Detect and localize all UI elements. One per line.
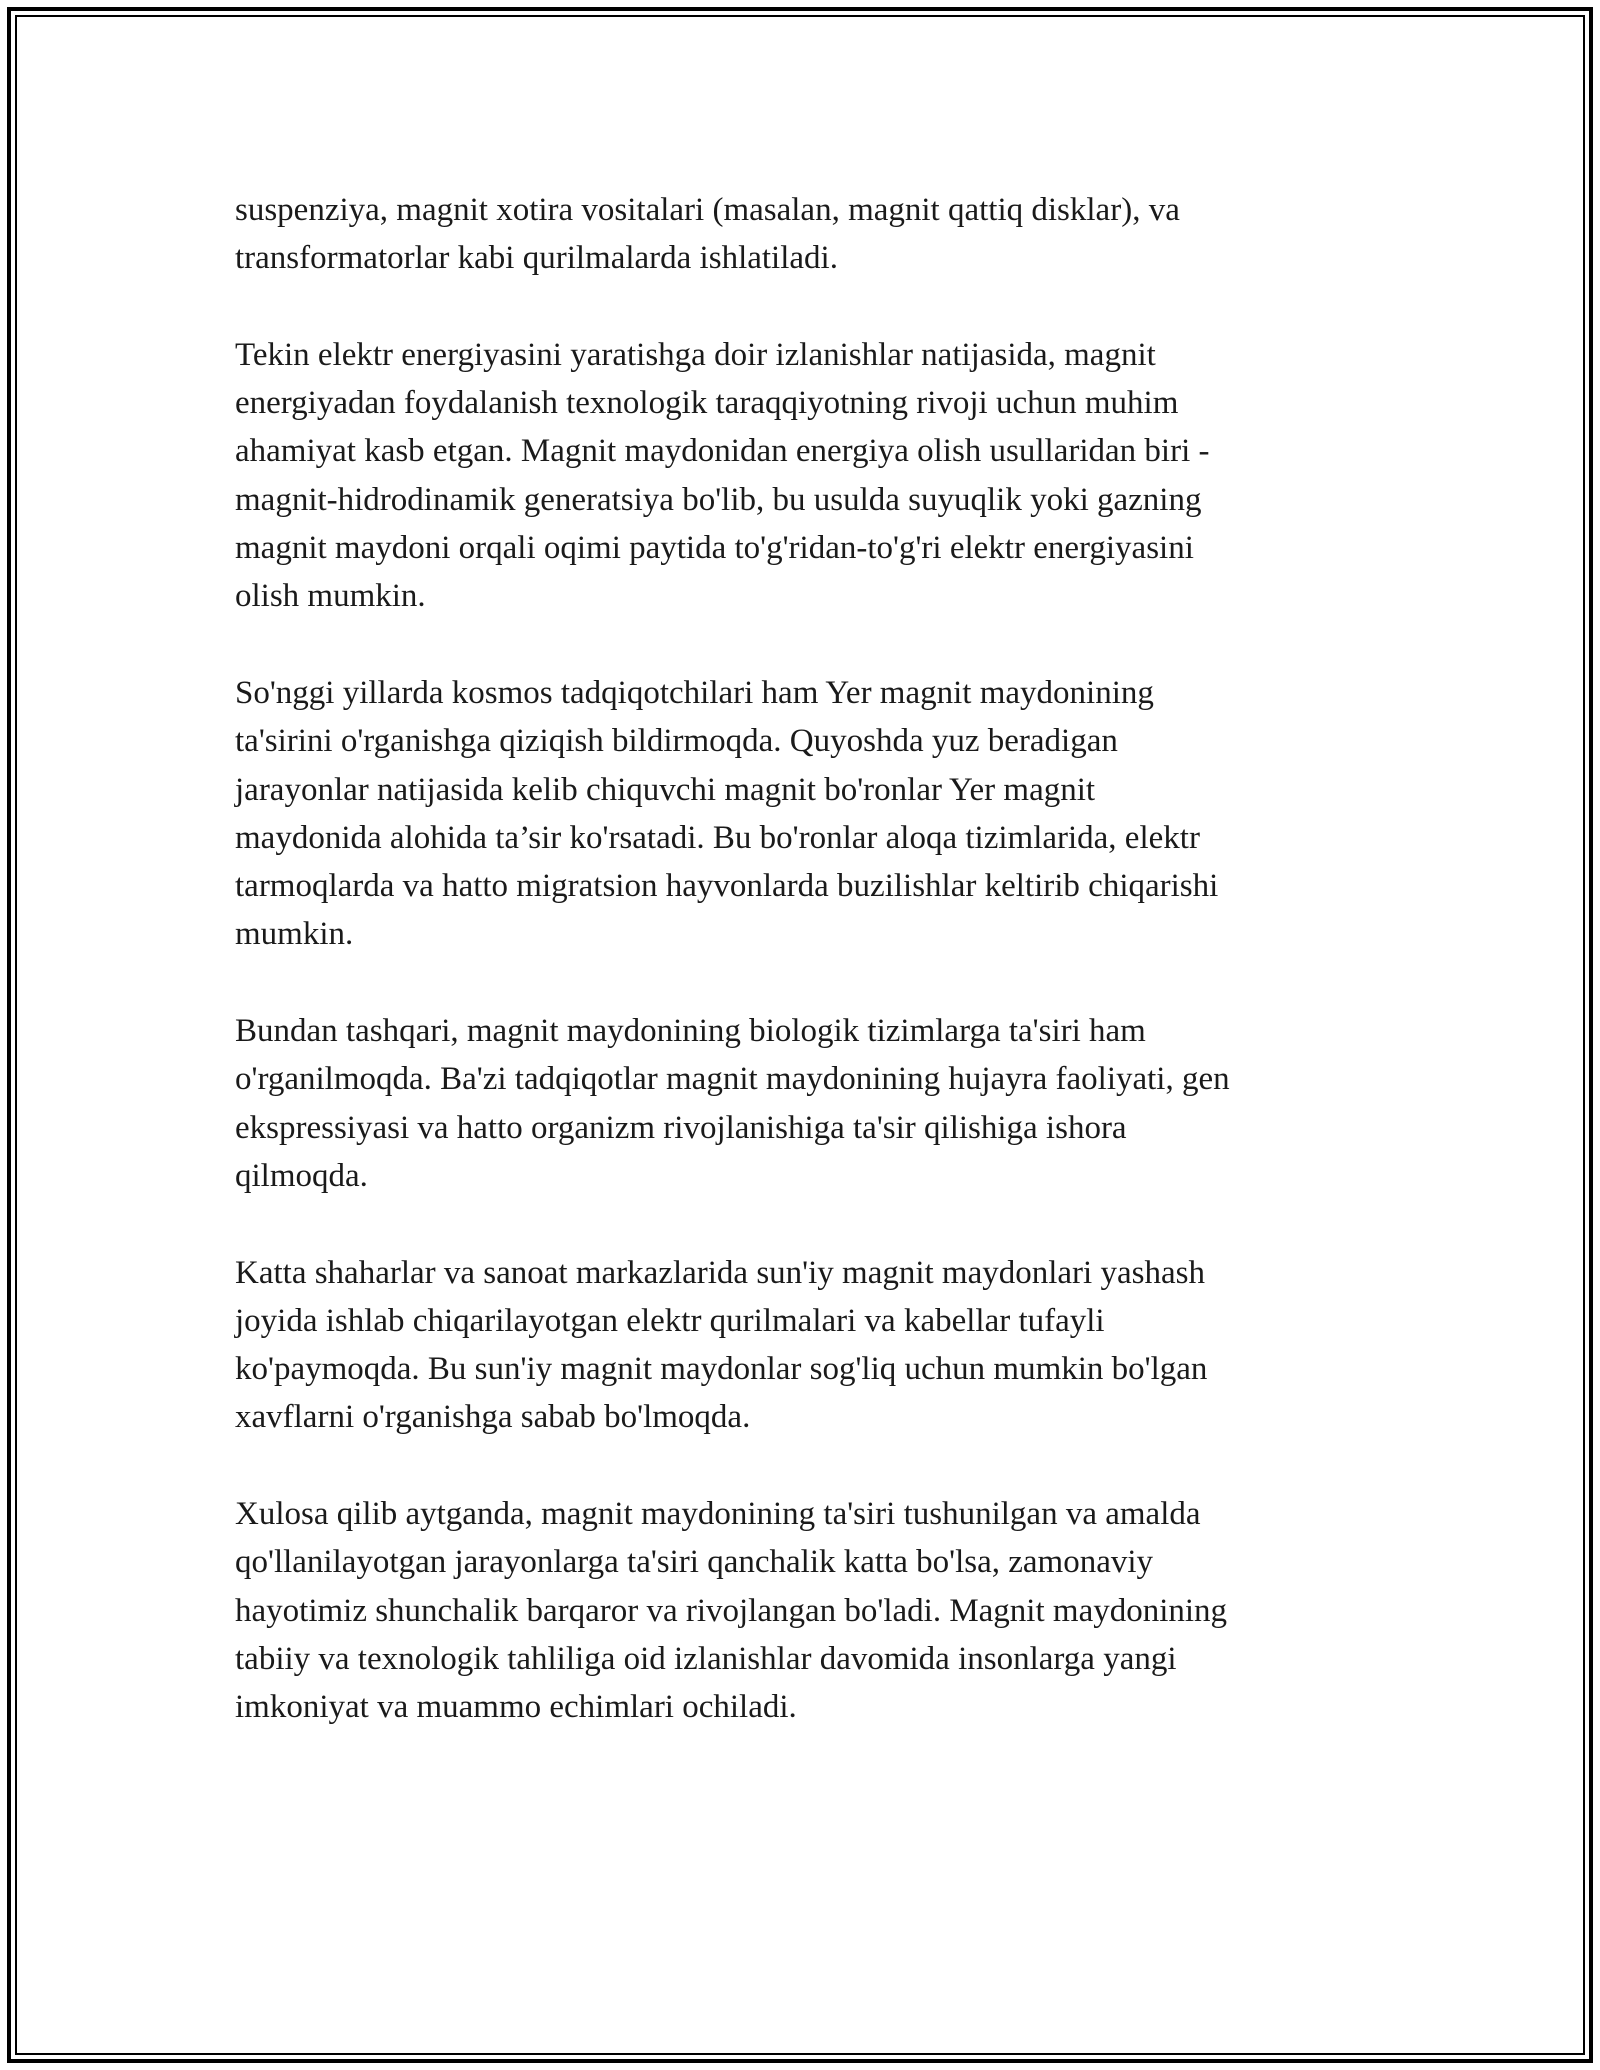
paragraph: Bundan tashqari, magnit maydonining biologik tizimlarga ta'siri ham o'rganilmoqda. Ba'zi tadqiqotlar magnit maydonining hujayra faoliyati, gen ekspressiyasi va hatto organizm rivojlanishiga ta'sir qilishiga ishora qilmoqda. [235, 1013, 1230, 1194]
paragraph: So'nggi yillarda kosmos tadqiqotchilari ham Yer magnit maydonining ta'sirini o'rganishga qiziqish bildirmoqda. Quyoshda yuz beradigan jarayonlar natijasida kelib chiquvchi magnit bo'ronlar Yer magnit maydonida alohida ta’sir ko'rsatadi. Bu bo'ronlar aloqa tizimlarida, elektr tarmoqlarda va hatto migratsion hayvonlarda buzilishlar keltirib chiqarishi mumkin. [235, 674, 1219, 953]
paragraph: suspenziya, magnit xotira vositalari (masalan, magnit qattiq disklar), va transformatorlar kabi qurilmalarda ishlatiladi. [235, 192, 1180, 277]
document-body [235, 186, 1375, 1780]
paragraph: Katta shaharlar va sanoat markazlarida sun'iy magnit maydonlari yashash joyida ishlab chiqarilayotgan elektr qurilmalari va kabellar tufayli ko'paymoqda. Bu sun'iy magnit maydonlar sog'liq uchun mumkin bo'lgan xavflarni o'rganishga sabab bo'lmoqda. [235, 1254, 1208, 1436]
paragraph: Tekin elektr energiyasini yaratishga doir izlanishlar natijasida, magnit energiyadan foydalanish texnologik taraqqiyotning rivoji uchun muhim ahamiyat kasb etgan. Magnit maydonidan energiya olish usullaridan biri - magnit-hidrodinamik generatsiya bo'lib, bu usulda suyuqlik yoki gazning magnit maydoni orqali oqimi paytida to'g'ridan-to'g'ri elektr energiyasini olish mumkin. [235, 336, 1210, 615]
paragraph: Xulosa qilib aytganda, magnit maydonining ta'siri tushunilgan va amalda qo'llanilayotgan jarayonlarga ta'siri qanchalik katta bo'lsa, zamonaviy hayotimiz shunchalik barqaror va rivojlangan bo'ladi. Magnit maydonining tabiiy va texnologik tahliliga oid izlanishlar davomida insonlarga yangi imkoniyat va muammo echimlari ochiladi. [235, 1496, 1228, 1726]
